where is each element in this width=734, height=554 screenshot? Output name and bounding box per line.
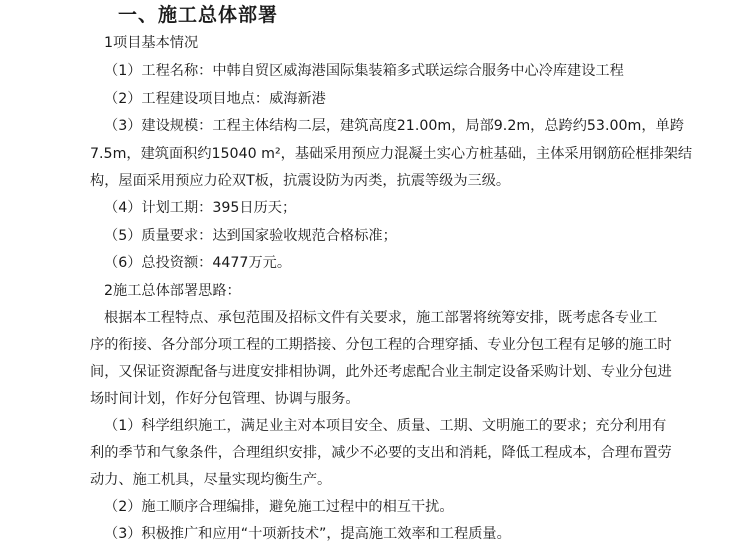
investment-line: （6）总投资额：4477万元。 [104,255,292,271]
paragraph-line: 间，又保证资源配备与进度安排相协调，此外还考虑配合业主制定设备采购计划、专业分包进 [90,364,672,380]
paragraph-line: 序的衔接、各分部分项工程的工期搭接、分包工程的合理穿插、专业分包工程有足够的施工时 [90,337,672,353]
scale-line-2: 7.5m，建筑面积约15040 m²，基础采用预应力混凝土实心方桩基础，主体采用钢筋砼框排架结 [90,146,693,162]
scale-line-1: （3）建设规模：工程主体结构二层，建筑高度21.00m，局部9.2m，总跨约53.00m，单跨 [104,118,684,134]
item-line: 动力、施工机具，尽量实现均衡生产。 [90,472,332,488]
quality-line: （5）质量要求：达到国家验收规范合格标准； [104,228,397,244]
paragraph-line: 根据本工程特点、承包范围及招标文件有关要求，施工部署将统筹安排，既考虑各专业工 [104,310,658,326]
project-name-line: （1）工程名称：中韩自贸区威海港国际集装箱多式联运综合服务中心冷库建设工程 [104,63,624,79]
section-heading: 一、施工总体部署 [118,4,279,26]
item-line: 利的季节和气象条件，合理组织安排，减少不必要的支出和消耗，降低工程成本，合理布置劳 [90,445,672,461]
schedule-line: （4）计划工期：395日历天； [104,200,297,216]
paragraph-line: 场时间计划，作好分包管理、协调与服务。 [90,391,360,407]
item-line: （2）施工顺序合理编排，避免施工过程中的相互干扰。 [104,499,454,515]
subsection-title: 1项目基本情况 [104,35,199,51]
item-line: （1）科学组织施工，满足业主对本项目安全、质量、工期、文明施工的要求；充分利用有 [104,418,667,434]
subsection-title: 2施工总体部署思路： [104,283,241,299]
scale-line-3: 构，屋面采用预应力砼双T板，抗震设防为丙类，抗震等级为三级。 [90,173,511,189]
project-location-line: （2）工程建设项目地点：威海新港 [104,91,326,107]
item-line: （3）积极推广和应用“十项新技术”，提高施工效率和工程质量。 [104,526,511,542]
